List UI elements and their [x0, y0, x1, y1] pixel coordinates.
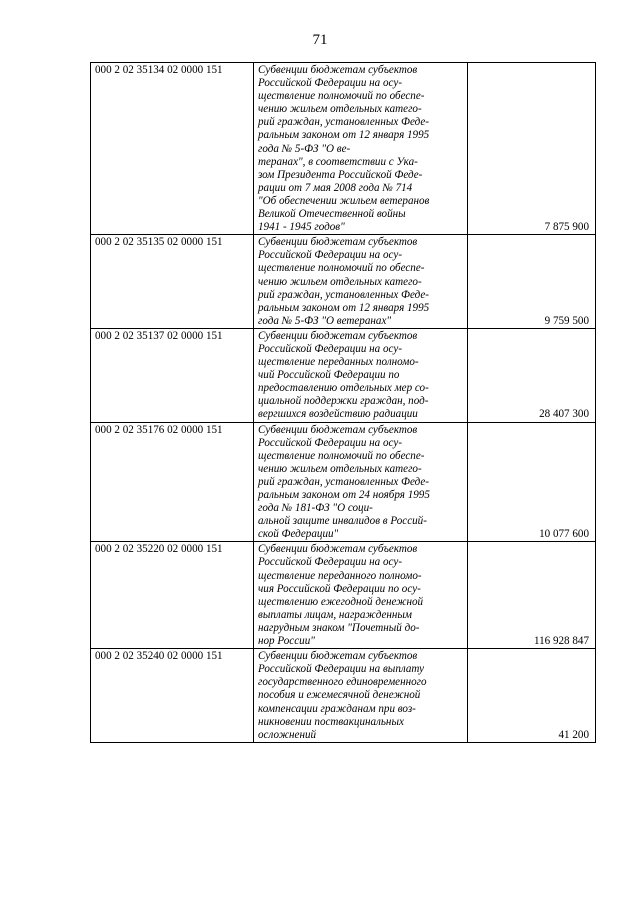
table-row	[91, 63, 596, 235]
amount-cell: 7 875 900	[468, 63, 596, 235]
table-row	[91, 542, 596, 649]
description-cell: Субвенции бюджетам субъектов Российской Федерации на осу- ществление переданного полномо- чия Российской Федерации по осу- ществлению ежегодной денежной выплаты лицам, награжденным нагрудным знаком "Почетный до- нор России"	[254, 542, 468, 649]
description-cell: Субвенции бюджетам субъектов Российской Федерации на осу- ществление полномочий по обеспе- чению жильем отдельных катего- рий граждан, установленных Феде- ральным законом от 12 января 1995 года № 5-ФЗ "О ве- теранах", в соответствии с Ука- зом Президента Российской Феде- рации от 7 мая 2008 года № 714 "Об обеспечении жильем ветеранов Великой Отечественной войны 1941 - 1945 годов"	[254, 63, 468, 235]
budget-code-cell: 000 2 02 35176 02 0000 151	[91, 422, 254, 542]
budget-code-cell: 000 2 02 35220 02 0000 151	[91, 542, 254, 649]
amount-cell: 9 759 500	[468, 235, 596, 329]
budget-code-cell: 000 2 02 35134 02 0000 151	[91, 63, 254, 235]
amount-cell: 10 077 600	[468, 422, 596, 542]
budget-table	[90, 62, 596, 743]
amount-cell: 41 200	[468, 649, 596, 743]
description-cell: Субвенции бюджетам субъектов Российской Федерации на осу- ществление переданных полномо- чий Российской Федерации по предоставлению отдельных мер со- циальной поддержки граждан, под- вергшихся воздействию радиации	[254, 328, 468, 422]
description-cell: Субвенции бюджетам субъектов Российской Федерации на выплату государственного единовременного пособия и ежемесячной денежной компенсации гражданам при воз- никновении поствакцинальных осложнений	[254, 649, 468, 743]
table-row	[91, 649, 596, 743]
description-cell: Субвенции бюджетам субъектов Российской Федерации на осу- ществление полномочий по обеспе- чению жильем отдельных катего- рий граждан, установленных Феде- ральным законом от 24 ноября 1995 года № 181-ФЗ "О соци- альной защите инвалидов в Россий- ской Федерации"	[254, 422, 468, 542]
table-row	[91, 422, 596, 542]
budget-code-cell: 000 2 02 35137 02 0000 151	[91, 328, 254, 422]
table-row	[91, 235, 596, 329]
page-number: 71	[312, 32, 328, 48]
table-row	[91, 328, 596, 422]
budget-code-cell: 000 2 02 35135 02 0000 151	[91, 235, 254, 329]
description-cell: Субвенции бюджетам субъектов Российской Федерации на осу- ществление полномочий по обеспе- чению жильем отдельных катего- рий граждан, установленных Феде- ральным законом от 12 января 1995 года № 5-ФЗ "О ветеранах"	[254, 235, 468, 329]
amount-cell: 28 407 300	[468, 328, 596, 422]
budget-code-cell: 000 2 02 35240 02 0000 151	[91, 649, 254, 743]
amount-cell: 116 928 847	[468, 542, 596, 649]
